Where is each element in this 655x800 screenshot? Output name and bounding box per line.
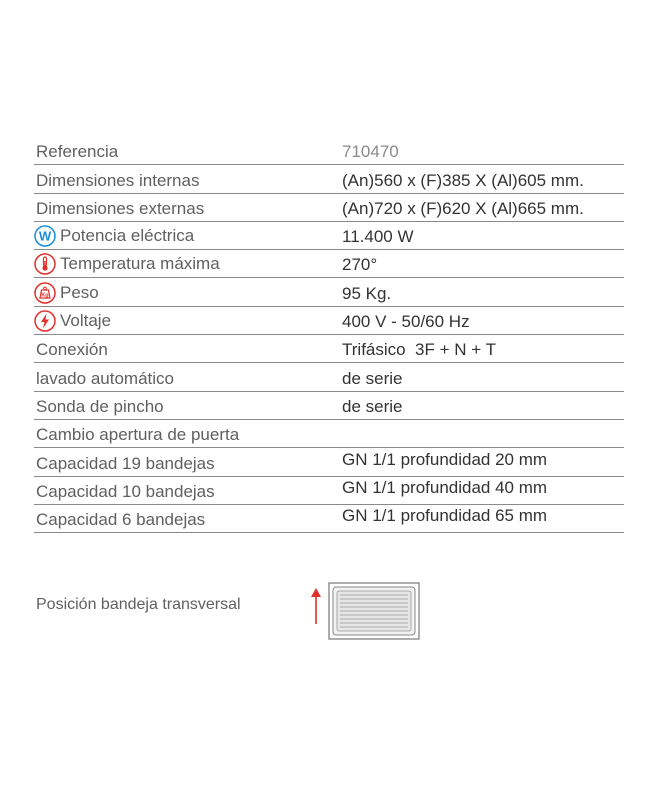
- spec-value: 11.400 W: [342, 227, 414, 247]
- spec-row-cambio-apertura: [34, 420, 624, 448]
- spec-value: 400 V - 50/60 Hz: [342, 312, 470, 332]
- spec-label: Sonda de pincho: [36, 396, 164, 416]
- spec-value: 710470: [342, 142, 399, 162]
- spec-row-voltaje: [34, 307, 624, 335]
- spec-label-wrap: [36, 253, 220, 275]
- spec-value: GN 1/1 profundidad 65 mm: [342, 506, 548, 526]
- arrow-up-icon: [309, 586, 323, 626]
- spec-row-capacidad-19: [34, 448, 624, 476]
- spec-label: Temperatura máxima: [60, 254, 220, 274]
- spec-label: Peso: [60, 282, 99, 302]
- spec-row-peso: [34, 278, 624, 306]
- spec-label: lavado automático: [36, 368, 174, 388]
- spec-label: Conexión: [36, 340, 108, 360]
- spec-label: Dimensiones internas: [36, 170, 200, 190]
- spec-row-capacidad-10: [34, 477, 624, 505]
- spec-value: (An)720 x (F)620 X (Al)665 mm.: [342, 198, 584, 218]
- spec-value: 95 Kg.: [342, 283, 392, 303]
- spec-value: GN 1/1 profundidad 20 mm: [342, 449, 548, 469]
- spec-label: Voltaje: [60, 311, 112, 331]
- spec-label-wrap: [36, 282, 99, 304]
- spec-label: Cambio apertura de puerta: [36, 425, 240, 445]
- gn-tray-icon: [328, 582, 420, 640]
- spec-value: 270°: [342, 255, 378, 275]
- spec-row-lavado: [34, 363, 624, 391]
- spec-table: [34, 137, 624, 533]
- spec-row-conexion: [34, 335, 624, 363]
- spec-label: Capacidad 19 bandejas: [36, 453, 215, 473]
- spec-label: Capacidad 10 bandejas: [36, 481, 215, 501]
- power-letter: W: [38, 228, 52, 244]
- spec-row-sonda: [34, 392, 624, 420]
- spec-row-dimensiones-externas: [34, 194, 624, 222]
- weight-letter: Kg: [41, 292, 49, 299]
- lightning-icon: [34, 310, 56, 332]
- spec-label: Referencia: [36, 142, 119, 162]
- spec-value: de serie: [342, 396, 403, 416]
- spec-label: Potencia eléctrica: [60, 226, 195, 246]
- spec-label-wrap: [36, 225, 194, 247]
- spec-value: de serie: [342, 368, 403, 388]
- spec-label: Dimensiones externas: [36, 198, 205, 218]
- spec-row-potencia: [34, 222, 624, 250]
- thermometer-icon: [34, 253, 56, 275]
- spec-row-referencia: [34, 137, 624, 165]
- spec-row-dimensiones-internas: [34, 165, 624, 193]
- tray-position-label: Posición bandeja transversal: [36, 596, 241, 613]
- spec-value: GN 1/1 profundidad 40 mm: [342, 477, 548, 497]
- spec-label: Capacidad 6 bandejas: [36, 510, 206, 530]
- spec-row-temperatura: [34, 250, 624, 278]
- weight-kg-icon: [34, 282, 56, 304]
- spec-value: Trifásico 3F + N + T: [342, 340, 496, 360]
- power-w-icon: [34, 225, 56, 247]
- spec-label-wrap: [36, 310, 111, 332]
- spec-row-capacidad-6: [34, 505, 624, 533]
- spec-value: (An)560 x (F)385 X (Al)605 mm.: [342, 170, 584, 190]
